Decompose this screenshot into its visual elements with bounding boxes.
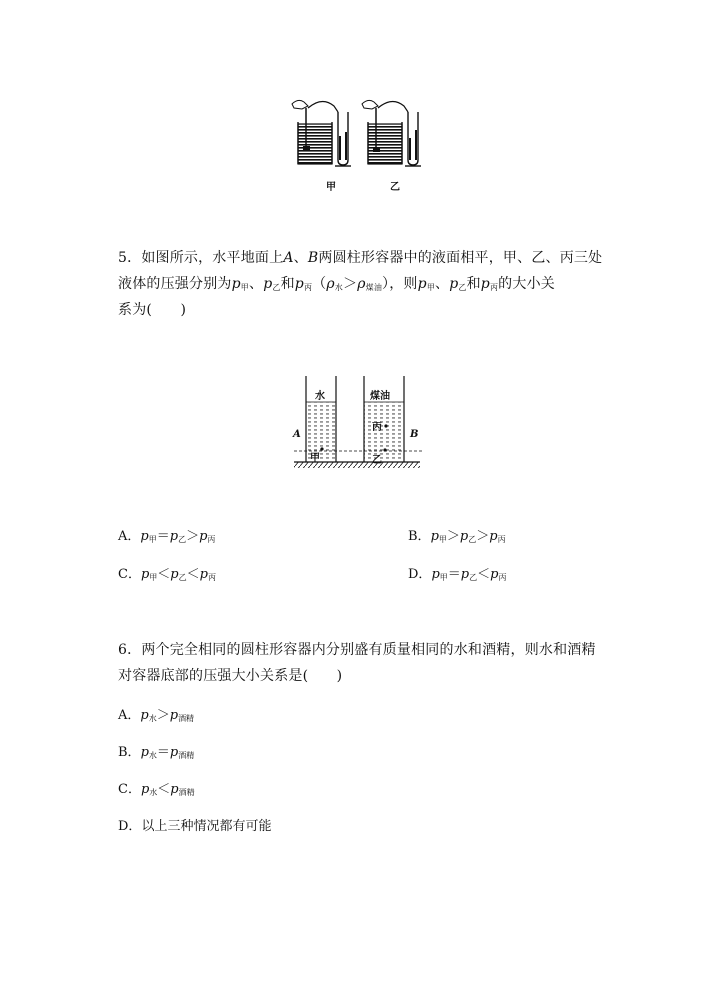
label-jia: 甲 [310, 453, 320, 464]
label-A: A [293, 429, 301, 440]
label-B: B [410, 429, 419, 440]
q6-option-c[interactable]: C．$p_水<p_{酒精}$ [118, 782, 195, 797]
figure-manometers [282, 96, 422, 192]
q5-option-c[interactable]: C．$p_甲<p_乙<p_丙$ [118, 567, 216, 582]
label-kerosene: 煤油 [370, 391, 390, 402]
q5-number: 5． [118, 250, 142, 266]
manometer-diagram [282, 96, 422, 192]
label-water: 水 [315, 391, 325, 402]
label-bing: 丙 [372, 422, 382, 433]
q5-option-d[interactable]: D．$p_甲=p_乙<p_丙$ [408, 567, 507, 582]
q5-option-b[interactable]: B．$p_甲>p_乙>p_丙$ [408, 529, 506, 544]
q6-option-a[interactable]: A．$p_水>p_{酒精}$ [118, 708, 195, 723]
q6-line-2: 对容器底部的压强大小关系是( ) [118, 668, 343, 684]
label-yi: 乙 [372, 455, 382, 466]
q5-option-a[interactable]: A．$p_甲=p_乙>p_丙$ [118, 529, 216, 544]
q6-line-1: 6．两个完全相同的圆柱形容器内分别盛有质量相同的水和酒精，则水和酒精 [118, 642, 596, 658]
figure-label-yi: 乙 [390, 182, 400, 193]
q5-line-2: 液体的压强分别为$p_甲$、$p_乙$和$p_丙(\rho_水>\rho_{煤油})$，则$p_甲$、$p_乙$和$p_丙$的大小关 [118, 276, 555, 292]
q6-option-b[interactable]: B．$p_水=p_{酒精}$ [118, 745, 195, 760]
figure-label-jia: 甲 [326, 182, 336, 193]
q6-option-d[interactable]: D．以上三种情况都有可能 [118, 819, 272, 834]
q5-line-1: 5．如图所示，水平地面上A、B两圆柱形容器中的液面相平，甲、乙、丙三处 [118, 250, 603, 266]
q6-number: 6． [118, 642, 142, 658]
figure-containers [290, 376, 422, 468]
q5-line-3: 系为( ) [118, 302, 187, 318]
